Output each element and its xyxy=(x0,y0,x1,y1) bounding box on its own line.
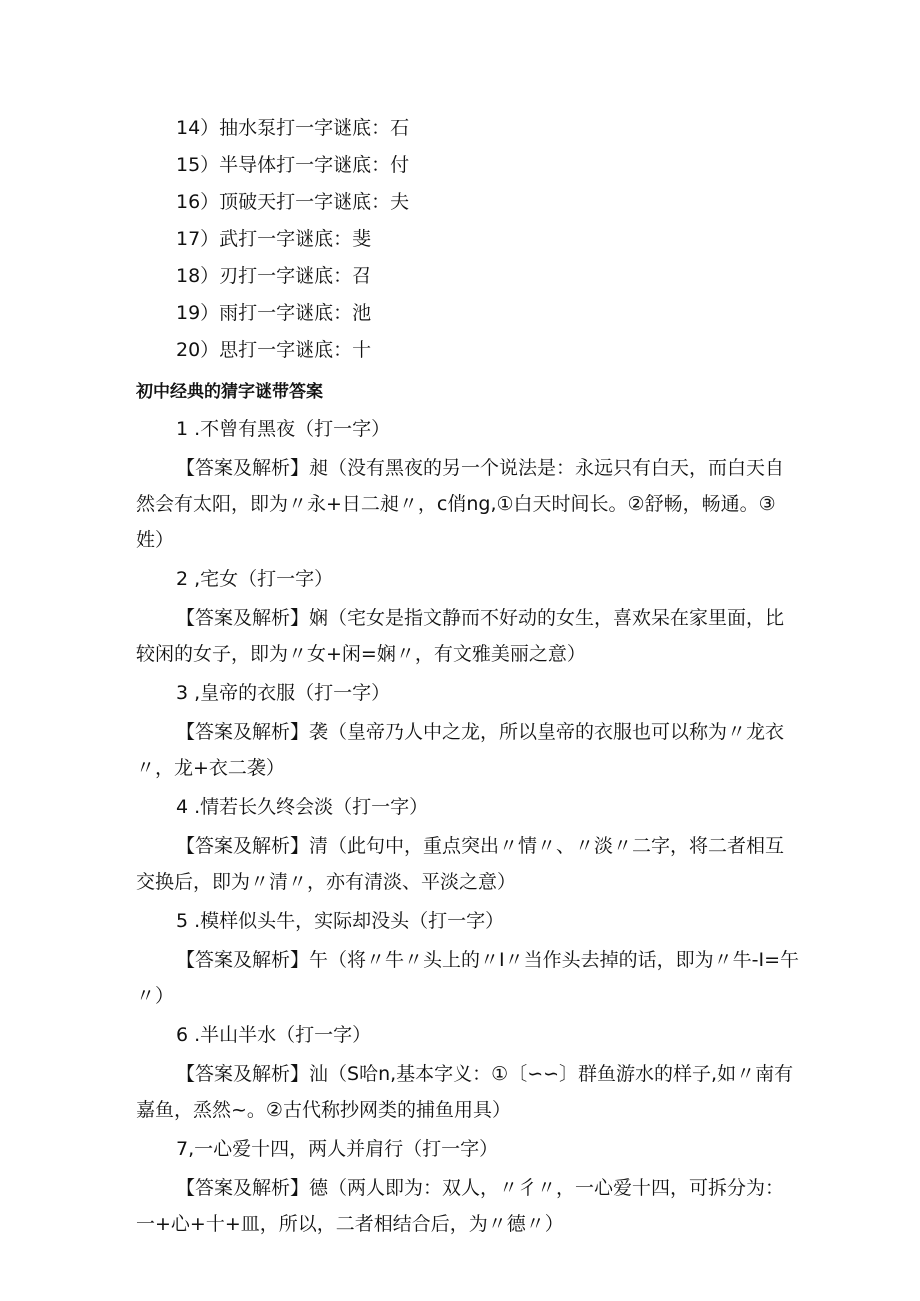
answer-label: 【答案及解析】 xyxy=(176,607,310,629)
answer-label: 【答案及解析】 xyxy=(176,721,310,743)
riddle-item: 18）刃打一字谜底：召 xyxy=(176,265,372,287)
answer-text: 午（将〃牛〃头上的〃I〃当作头去掉的话，即为〃牛-I=午〃） xyxy=(136,949,799,1007)
answer-label: 【答案及解析】 xyxy=(176,1063,310,1085)
answer-label: 【答案及解析】 xyxy=(176,835,310,857)
answer-text: 清（此句中，重点突出〃情〃、〃淡〃二字，将二者相互交换后，即为〃清〃，亦有清淡、平淡之意） xyxy=(136,835,785,893)
riddle-item: 20）思打一字谜底：十 xyxy=(176,339,372,361)
riddle-item: 17）武打一字谜底：斐 xyxy=(176,228,372,250)
answer-text: 娴（宅女是指文静而不好动的女生，喜欢呆在家里面，比较闲的女子，即为〃女+闲=娴〃，有文雅美丽之意） xyxy=(136,607,785,665)
riddle-question: 4 .情若长久终会淡（打一字） xyxy=(176,796,429,818)
answer-text: 德（两人即为：双人，〃彳〃，一心爱十四，可拆分为：一+心+十+皿，所以，二者相结合后，为〃德〃） xyxy=(136,1177,785,1235)
riddle-question: 6 .半山半水（打一字） xyxy=(176,1024,372,1046)
riddle-item: 19）雨打一字谜底：池 xyxy=(176,302,372,324)
answer-label: 【答案及解析】 xyxy=(176,457,310,479)
answer-paragraph xyxy=(136,1056,802,1128)
answer-text: 袭（皇帝乃人中之龙，所以皇帝的衣服也可以称为〃龙衣〃，龙+衣二袭） xyxy=(136,721,785,779)
riddle-answers xyxy=(136,412,802,1246)
answer-label: 【答案及解析】 xyxy=(176,1177,310,1199)
riddle-question: 7,一心爱十四，两人并肩行（打一字） xyxy=(176,1138,499,1160)
riddle-question: 1 .不曾有黑夜（打一字） xyxy=(176,418,391,440)
answer-paragraph xyxy=(136,942,802,1014)
answer-paragraph xyxy=(136,714,802,786)
answer-text: 汕（S哈n,基本字义：①〔∽∽〕群鱼游水的样子,如〃南有嘉鱼，烝然~。②古代称抄网类的捕鱼用具） xyxy=(136,1063,794,1121)
answer-paragraph xyxy=(136,450,802,558)
answer-label: 【答案及解析】 xyxy=(176,949,310,971)
riddle-item: 15）半导体打一字谜底：付 xyxy=(176,154,410,176)
riddle-question: 5 .模样似头牛，实际却没头（打一字） xyxy=(176,910,505,932)
riddle-question: 2 ,宅女（打一字） xyxy=(176,568,334,590)
riddle-item: 16）顶破天打一字谜底：夫 xyxy=(176,191,410,213)
riddle-item: 14）抽水泵打一字谜底：石 xyxy=(176,117,410,139)
riddle-question: 3 ,皇帝的衣服（打一字） xyxy=(176,682,391,704)
answer-paragraph xyxy=(136,828,802,900)
answer-paragraph xyxy=(136,1170,802,1242)
section-heading: 初中经典的猜字谜带答案 xyxy=(136,382,323,402)
riddle-list xyxy=(176,110,409,369)
answer-paragraph xyxy=(136,600,802,672)
answer-text: 昶（没有黑夜的另一个说法是：永远只有白天，而白天自然会有太阳，即为〃永+日二昶〃，c俏ng,①白天时间长。②舒畅，畅通。③姓） xyxy=(136,457,785,551)
